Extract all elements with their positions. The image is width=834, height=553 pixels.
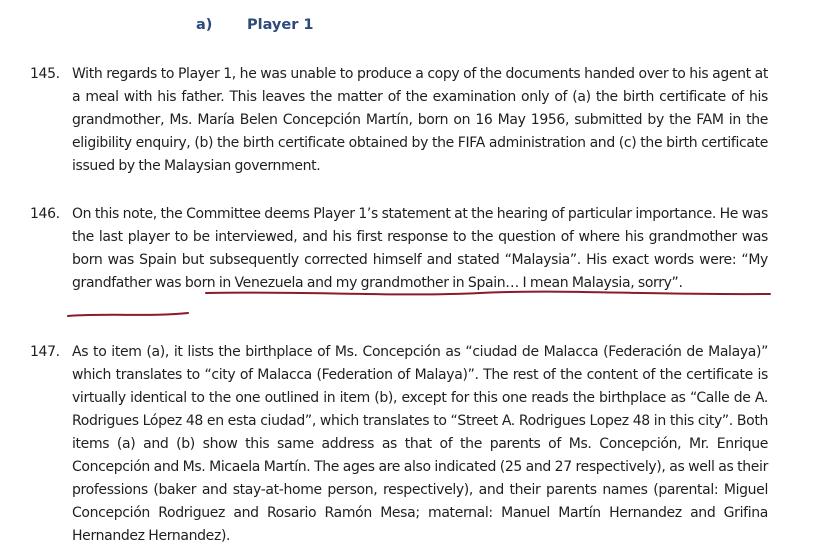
paragraph-text: With regards to Player 1, he was unable to produce a copy of the documents handed over to his agent at a meal with his father. This leaves the matter of the examination only of (a) the birth certificate of his grandmother, Ms. María Belen Concepción Martín, born on 16 May 1956, submitted by the FAM in the eligibility enquiry, (b) the birth certificate obtained by the FIFA administration and (c) the birth certificate issued by the Malaysian government.	[72, 66, 768, 174]
underline-stroke-2	[68, 313, 188, 316]
section-letter: a)	[196, 17, 213, 33]
paragraph-text: As to item (a), it lists the birthplace of Ms. Concepción as “ciudad de Malacca (Federación de Malaya)” which translates to “city of Malacca (Federation of Malaya)”. The rest of the content of the certificate is virtually identical to the one outlined in item (b), except for this one reads the birthplace as “Calle de A. Rodrigues López 48 en esta ciudad”, which translates to “Street A. Rodrigues Lopez 48 in this city”. Both items (a) and (b) show this same address as that of the parents of Ms. Concepción, Mr. Enrique Concepción and Ms. Micaela Martín. The ages are also indicated (25 and 27 respectively), as well as their professions (baker and stay-at-home person, respectively), and their parents names (parental: Miguel Concepción Rodriguez and Rosario Ramón Mesa; maternal: Manuel Martín Hernandez and Grifina Hernandez Hernandez).	[72, 344, 768, 544]
paragraph-text: On this note, the Committee deems Player 1’s statement at the hearing of particular importance. He was the last player to be interviewed, and his first response to the question of where his grandmother was born was Spain but subsequently corrected himself and stated “Malaysia”. His exact words were: “My grandfather was born in Venezuela and my grandmother in Spain… I mean Malaysia, sorry”.	[72, 206, 768, 291]
section-heading	[196, 17, 314, 33]
paragraph-number: 145.	[30, 66, 60, 82]
paragraph-145	[30, 63, 768, 178]
section-title: Player 1	[247, 17, 314, 33]
paragraph-number: 147.	[30, 344, 60, 360]
paragraph-147	[30, 341, 768, 548]
paragraph-number: 146.	[30, 206, 60, 222]
paragraph-146	[30, 203, 768, 295]
